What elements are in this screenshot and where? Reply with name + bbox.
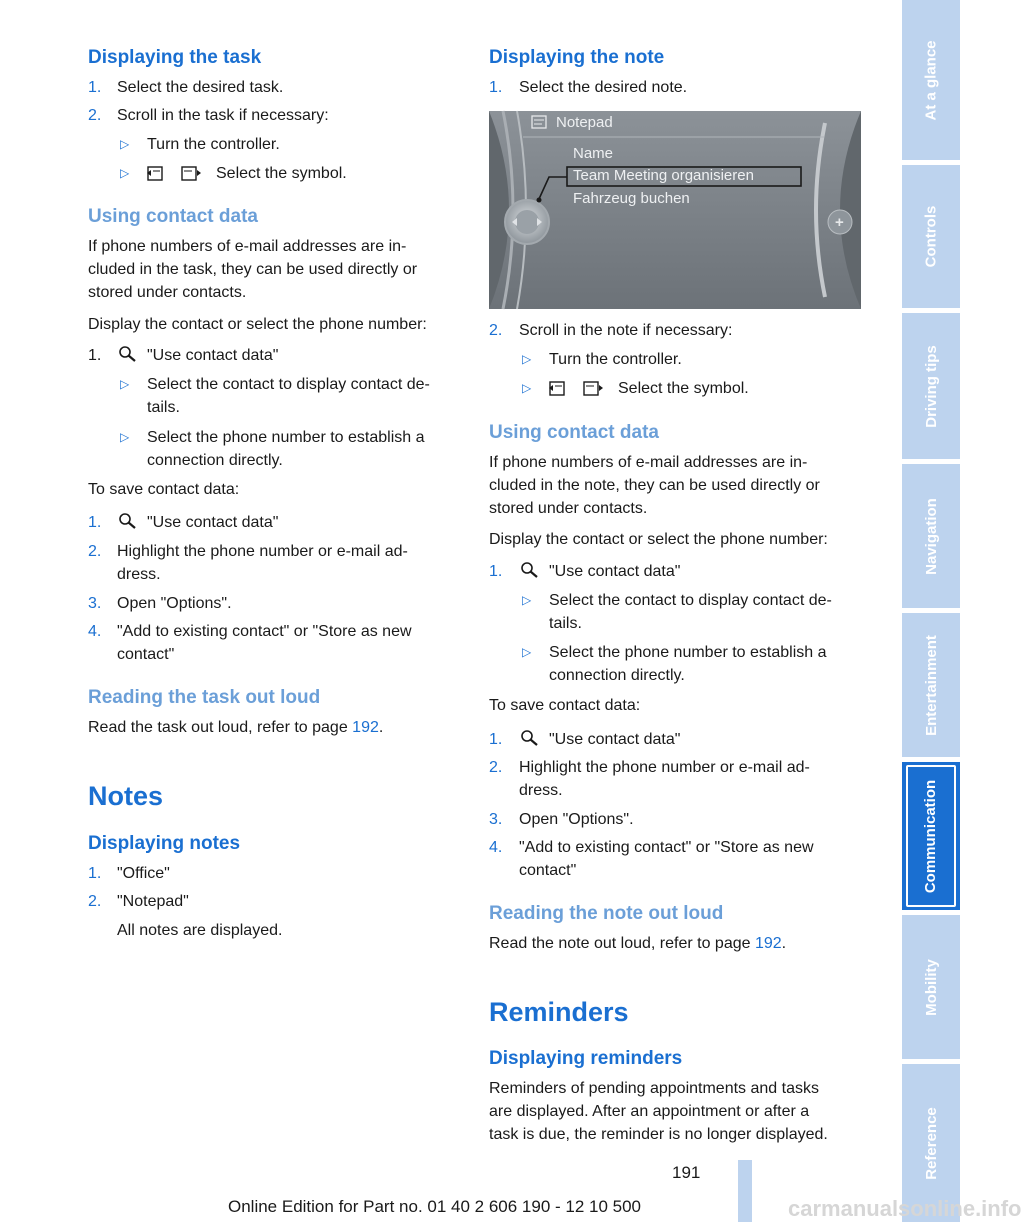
heading-using-contact-data: Using contact data (88, 206, 258, 227)
heading-using-contact-data: Using contact data (489, 422, 659, 443)
screen-item: Name (573, 145, 614, 162)
bullet-icon: ▷ (522, 381, 532, 395)
step-text: contact" (519, 862, 577, 879)
step-text: Open "Options". (519, 811, 634, 828)
page-number: 191 (672, 1163, 701, 1182)
bullet-text: Select the contact to display contact de- (549, 592, 832, 609)
heading-reminders: Reminders (489, 997, 629, 1027)
bullet-text: Select the symbol. (618, 380, 749, 397)
bullet-text: Select the phone number to establish a (549, 644, 827, 661)
step-text: All notes are displayed. (117, 922, 283, 939)
paragraph-line: Display the contact or select the phone number: (489, 531, 828, 548)
step-text: "Use contact data" (147, 514, 279, 531)
step-number: 3. (88, 595, 102, 612)
screen-title: Notepad (556, 114, 613, 131)
step-number: 1. (88, 79, 102, 96)
tab-navigation[interactable]: Navigation (902, 464, 960, 608)
bullet-icon: ▷ (522, 593, 532, 607)
watermark: carmanualsonline.info (788, 1196, 1022, 1221)
step-text: "Notepad" (117, 893, 189, 910)
magnifier-icon (519, 561, 541, 579)
save-intro: To save contact data: (88, 481, 240, 498)
heading-reading-note: Reading the note out loud (489, 903, 724, 924)
screen-item-selected: Team Meeting organisieren (573, 167, 754, 184)
scroll-symbols-icon (146, 165, 206, 183)
page-marker (738, 1160, 752, 1222)
step-text: Highlight the phone number or e-mail ad- (519, 759, 810, 776)
step-text: "Office" (117, 865, 170, 882)
step-text: Open "Options". (117, 595, 232, 612)
tab-mobility[interactable]: Mobility (902, 915, 960, 1059)
bullet-text: Turn the controller. (549, 351, 682, 368)
bullet-icon: ▷ (120, 137, 130, 151)
heading-notes: Notes (88, 781, 164, 811)
heading-displaying-note: Displaying the note (489, 47, 665, 68)
bullet-icon: ▷ (522, 645, 532, 659)
read-paragraph: Read the note out loud, refer to page 192. (489, 935, 787, 952)
magnifier-icon (519, 729, 541, 747)
step-text: "Add to existing contact" or "Store as new (117, 623, 412, 640)
paragraph-line: cluded in the task, they can be used directly or (88, 261, 418, 278)
notepad-screen (489, 111, 861, 309)
step-number: 1. (88, 865, 102, 882)
paragraph-line: task is due, the reminder is no longer displayed. (489, 1126, 828, 1143)
step-number: 4. (489, 839, 503, 856)
paragraph-line: stored under contacts. (489, 500, 648, 517)
step-text: Select the desired note. (519, 79, 688, 96)
paragraph-line: Display the contact or select the phone number: (88, 316, 427, 333)
bullet-text: tails. (549, 615, 582, 632)
tab-controls[interactable]: Controls (902, 165, 960, 308)
step-number: 2. (88, 543, 102, 560)
bullet-text: Turn the controller. (147, 136, 280, 153)
heading-displaying-notes: Displaying notes (88, 833, 241, 854)
tab-driving-tips[interactable]: Driving tips (902, 313, 960, 459)
step-number: 1. (489, 731, 503, 748)
heading-displaying-task: Displaying the task (88, 47, 262, 68)
tab-at-a-glance[interactable]: At a glance (902, 0, 960, 160)
svg-text:+: + (835, 214, 844, 231)
paragraph-line: If phone numbers of e-mail addresses are in- (88, 238, 407, 255)
bullet-icon: ▷ (120, 166, 130, 180)
page-link[interactable]: 192 (754, 935, 782, 952)
step-number: 1. (489, 563, 503, 580)
heading-displaying-reminders: Displaying reminders (489, 1048, 683, 1069)
read-paragraph: Read the task out loud, refer to page 192. (88, 719, 384, 736)
bullet-text: connection directly. (549, 667, 685, 684)
footer: Online Edition for Part no. 01 40 2 606 190 - 12 10 500 (228, 1197, 642, 1216)
heading-reading-task: Reading the task out loud (88, 687, 321, 708)
paragraph-line: If phone numbers of e-mail addresses are in- (489, 454, 808, 471)
step-text: "Add to existing contact" or "Store as new (519, 839, 814, 856)
bullet-text: Select the symbol. (216, 165, 347, 182)
step-number: 3. (489, 811, 503, 828)
tab-reference[interactable]: Reference (902, 1064, 960, 1222)
step-number: 2. (489, 322, 503, 339)
step-text: dress. (519, 782, 563, 799)
step-number: 2. (88, 893, 102, 910)
paragraph-line: stored under contacts. (88, 284, 247, 301)
page-link[interactable]: 192 (352, 719, 379, 736)
step-number: 4. (88, 623, 102, 640)
step-text: dress. (117, 566, 161, 583)
step-text: contact" (117, 646, 175, 663)
paragraph-line: cluded in the note, they can be used directly or (489, 477, 820, 494)
bullet-icon: ▷ (522, 352, 532, 366)
step-number: 1. (88, 347, 102, 364)
tab-entertainment[interactable]: Entertainment (902, 613, 960, 757)
step-number: 2. (489, 759, 503, 776)
step-number: 1. (88, 514, 102, 531)
bullet-text: connection directly. (147, 452, 283, 469)
use-contact-data-label: "Use contact data" (147, 347, 279, 364)
step-text: Select the desired task. (117, 79, 284, 96)
tab-communication[interactable]: Communication (902, 762, 960, 910)
scroll-symbols-icon (548, 380, 608, 398)
step-text: Scroll in the note if necessary: (519, 322, 733, 339)
step-text: Scroll in the task if necessary: (117, 107, 329, 124)
bullet-icon: ▷ (120, 377, 130, 391)
bullet-text: Select the phone number to establish a (147, 429, 425, 446)
paragraph-line: Reminders of pending appointments and tasks (489, 1080, 819, 1097)
use-contact-data-label: "Use contact data" (549, 563, 681, 580)
screen-item: Fahrzeug buchen (573, 190, 690, 207)
step-text: "Use contact data" (549, 731, 681, 748)
paragraph-line: are displayed. After an appointment or after a (489, 1103, 810, 1120)
save-intro: To save contact data: (489, 697, 641, 714)
magnifier-icon (117, 345, 139, 363)
bullet-text: Select the contact to display contact de- (147, 376, 430, 393)
section-sidebar (902, 0, 960, 1222)
step-number: 1. (489, 79, 503, 96)
step-number: 2. (88, 107, 102, 124)
bullet-icon: ▷ (120, 430, 130, 444)
bullet-text: tails. (147, 399, 180, 416)
step-text: Highlight the phone number or e-mail ad- (117, 543, 408, 560)
magnifier-icon (117, 512, 139, 530)
